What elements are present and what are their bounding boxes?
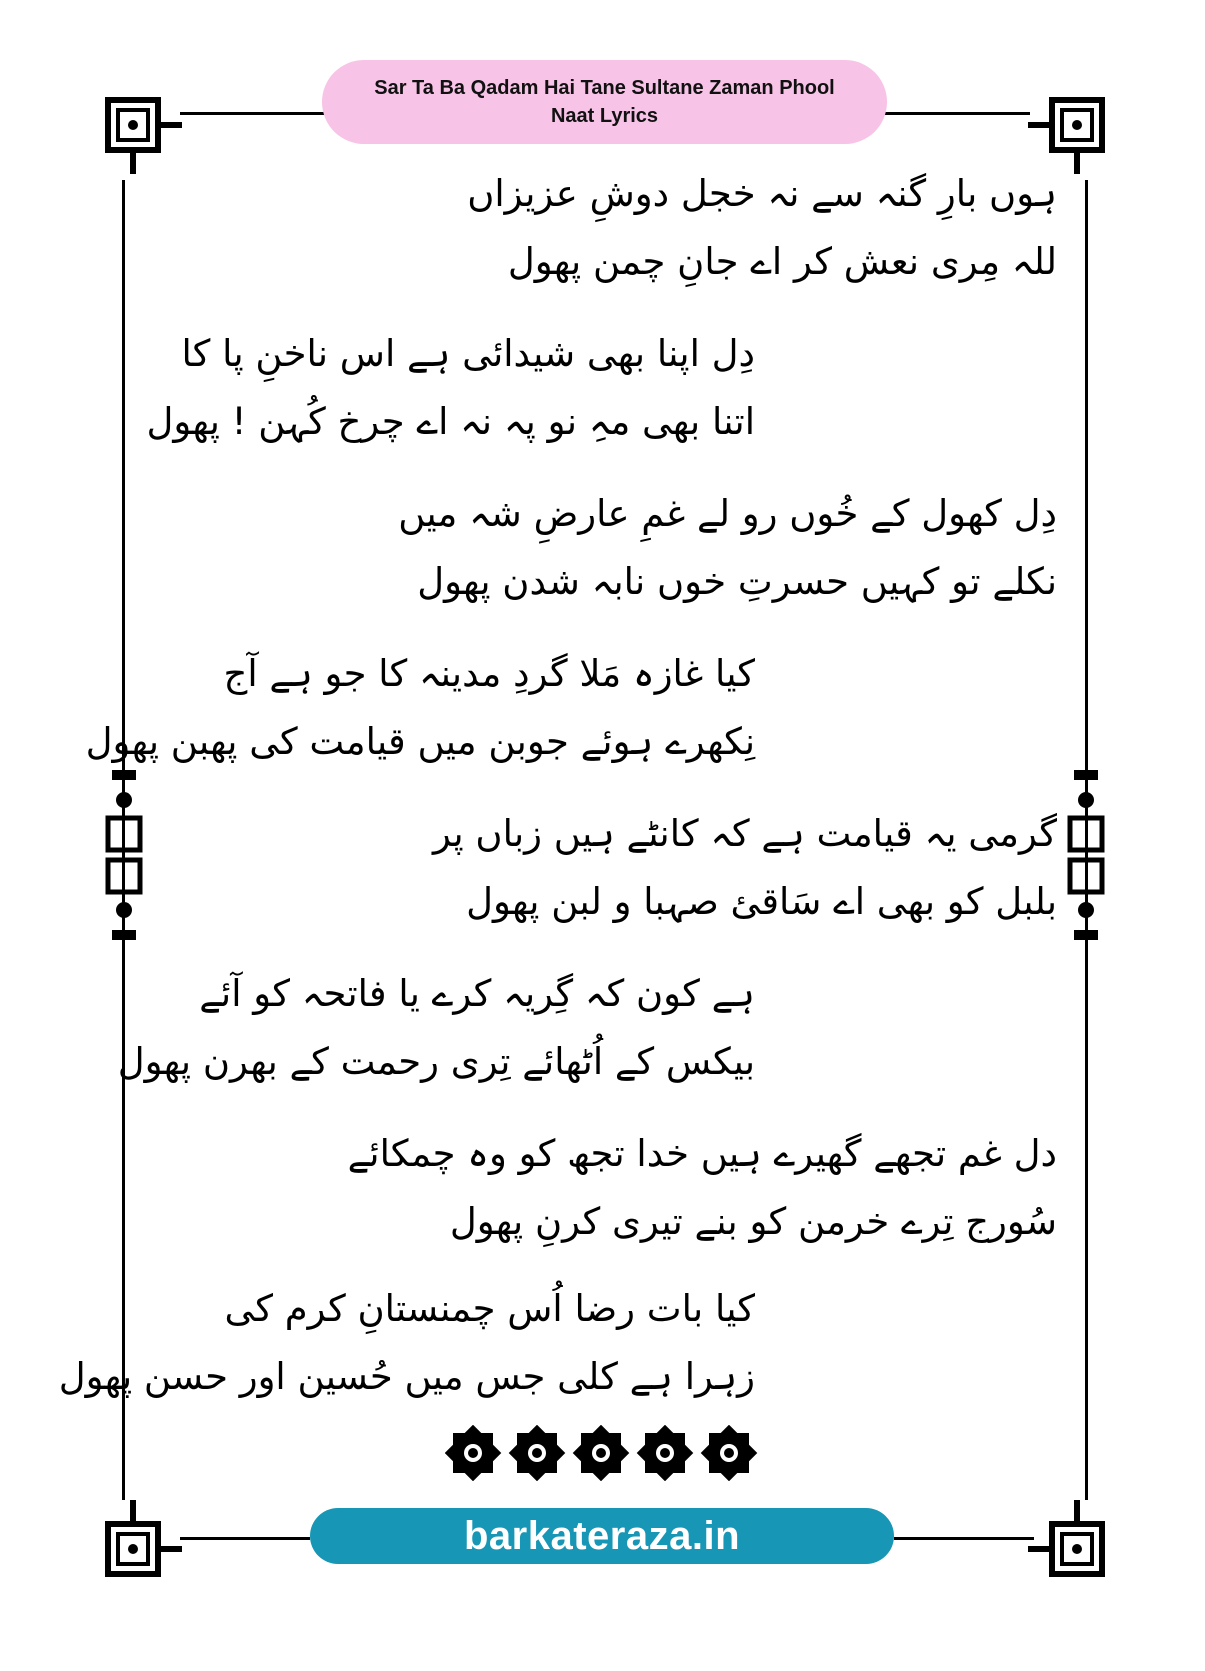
verse-line: نِکھرے ہوئے جوبن میں قیامت کی پھبن پھول	[85, 720, 755, 763]
corner-ornament-top-left	[104, 96, 182, 174]
verse-line: کیا بات رضا اُس چمنستانِ کرم کی	[224, 1287, 755, 1330]
verse-line: سُورج تِرے خرمن کو بنے تیری کرنِ پھول	[449, 1200, 1057, 1243]
border-bottom-line-right	[894, 1537, 1034, 1540]
right-side-ornament	[1066, 770, 1106, 940]
left-side-ornament	[104, 770, 144, 940]
verse-line: ہے کون کہ گِریہ کرے یا فاتحہ کو آئے	[199, 972, 755, 1015]
verse-line: گرمی یہ قیامت ہے کہ کانٹے ہیں زباں پر	[432, 812, 1057, 855]
website-banner[interactable]	[310, 1508, 894, 1564]
border-bottom-line-left	[180, 1537, 310, 1540]
stanza-4	[86, 640, 755, 776]
corner-ornament-bottom-right	[1028, 1500, 1106, 1578]
page-title-banner	[322, 60, 887, 144]
verse-line: اتنا بھی مہِ نو پہ نہ اے چرخ کُہن ! پھول	[146, 400, 755, 443]
page-title-line2: Naat Lyrics	[550, 105, 659, 127]
star-divider-ornament	[445, 1425, 760, 1481]
border-top-line-right	[880, 112, 1030, 115]
verse-line: بلبل کو بھی اے سَاقئ صہبا و لبن پھول	[466, 880, 1057, 923]
verse-line: ہوں بارِ گنہ سے نہ خجل دوشِ عزیزاں	[467, 172, 1057, 215]
stanza-8	[59, 1275, 755, 1411]
stanza-3	[398, 480, 1057, 616]
stanza-2	[147, 320, 755, 456]
corner-ornament-bottom-left	[104, 1500, 182, 1578]
verse-line: نکلے تو کہیں حسرتِ خوں نابہ شدن پھول	[417, 560, 1057, 603]
page-title-line1: Sar Ta Ba Qadam Hai Tane Sultane Zaman Phool	[374, 77, 835, 99]
verse-line: للہ مِری نعش کر اے جانِ چمن پھول	[507, 240, 1057, 283]
verse-line: دل غم تجھے گھیرے ہیں خدا تجھ کو وہ چمکائے	[347, 1132, 1057, 1175]
stanza-7	[348, 1120, 1057, 1256]
stanza-5	[433, 800, 1057, 936]
verse-line: بیکس کے اُٹھائے تِری رحمت کے بھرن پھول	[117, 1040, 755, 1083]
verse-line: زہرا ہے کلی جس میں حُسین اور حسن پھول	[58, 1355, 755, 1398]
stanza-1	[467, 160, 1057, 296]
verse-line: دِل کھول کے خُوں رو لے غمِ عارضِ شہ میں	[398, 492, 1057, 535]
verse-line: دِل اپنا بھی شیدائی ہے اس ناخنِ پا کا	[181, 332, 755, 375]
stanza-6	[118, 960, 755, 1096]
border-top-line	[180, 112, 330, 115]
website-link[interactable]: barkateraza.in	[463, 1513, 741, 1558]
verse-line: کیا غازہ مَلا گردِ مدینہ کا جو ہے آج	[223, 652, 755, 695]
